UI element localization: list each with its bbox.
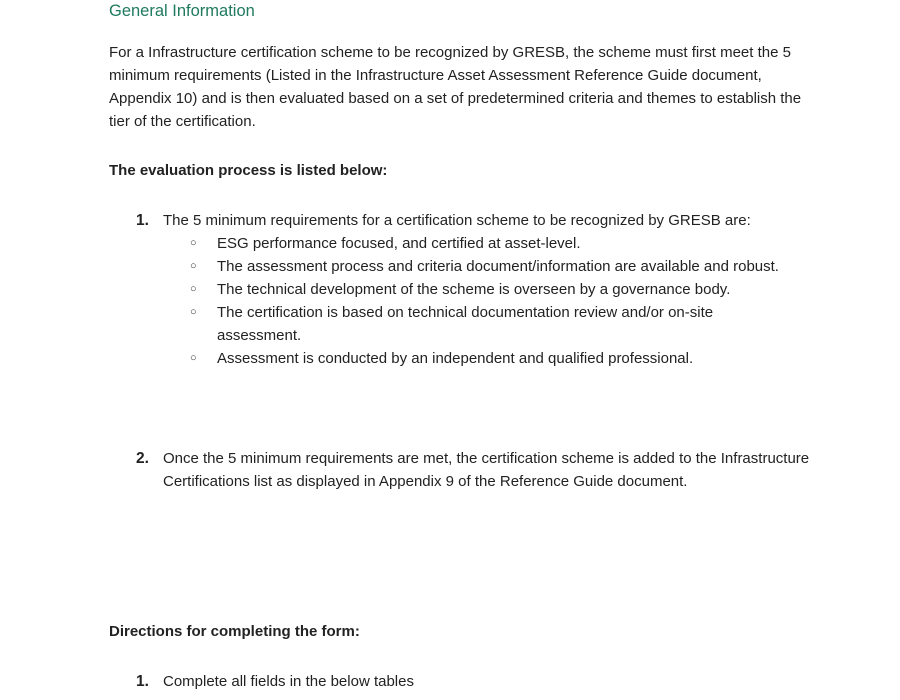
list-item-text: The certification is based on technical documentation review and/or on-site assessment. [217, 304, 714, 344]
bullet-icon: ○ [190, 237, 197, 249]
list-item-text: ESG performance focused, and certified at asset-level. [217, 235, 581, 252]
list-item-text: The technical development of the scheme is overseen by a governance body. [217, 281, 731, 298]
intro-paragraph: For a Infrastructure certification scheme to be recognized by GRESB, the scheme must first meet the 5 minimum requirements (Listed in the Infrastructure Asset Assessment Reference Guide document, Appendix 10) and is then evaluated based on a set of predetermined criteria and themes to establish the tier of the certification. [109, 44, 802, 130]
evaluation-heading: The evaluation process is listed below: [109, 162, 388, 179]
bullet-icon: ○ [190, 306, 197, 318]
bullet-icon: ○ [190, 260, 197, 272]
step-text: Once the 5 minimum requirements are met, the certification scheme is added to the Infrastructure Certifications list as displayed in Appendix 9 of the Reference Guide document. [163, 450, 810, 490]
list-item [190, 347, 830, 370]
step-text: Complete all fields in the below tables [163, 673, 414, 690]
list-item [190, 255, 830, 278]
step-text: The 5 minimum requirements for a certification scheme to be recognized by GRESB are: [163, 212, 751, 229]
section-title: General Information [109, 2, 255, 20]
step-number: 1. [136, 673, 149, 690]
list-item [190, 232, 830, 255]
requirements-list [190, 232, 830, 370]
step-number: 1. [136, 212, 149, 229]
list-item [190, 278, 830, 301]
list-item-text: The assessment process and criteria document/information are available and robust. [217, 258, 779, 275]
step-number: 2. [136, 450, 149, 467]
bullet-icon: ○ [190, 283, 197, 295]
bullet-icon: ○ [190, 352, 197, 364]
list-item-text: Assessment is conducted by an independent and qualified professional. [217, 350, 694, 367]
list-item [190, 301, 757, 347]
directions-heading: Directions for completing the form: [109, 623, 360, 640]
